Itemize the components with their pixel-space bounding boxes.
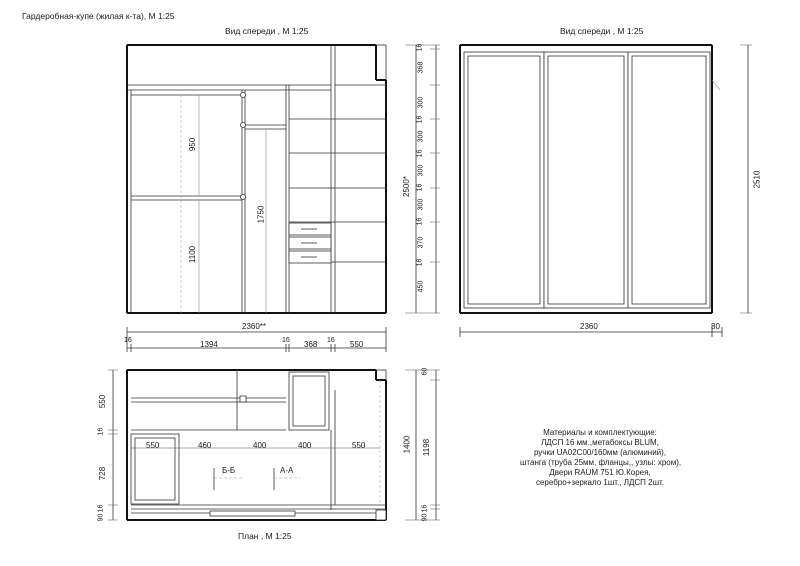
right-front-view [460, 45, 752, 337]
plan-dim-left-16b: 16 [97, 504, 105, 513]
dim-right-370: 370 [417, 236, 425, 249]
dim-bottom-1394: 1394 [200, 340, 218, 349]
dim-right-total-height: 2510 [752, 170, 762, 189]
plan-dim-left-90: 90 [97, 513, 105, 522]
dim-total-width: 2360** [242, 322, 267, 331]
dim-total-height-left: 2500* [401, 176, 411, 197]
dim-bottom-16a: 16 [124, 337, 132, 344]
dim-right-total-width: 2360 [580, 322, 598, 331]
dim-right-300a: 300 [417, 96, 425, 109]
dim-right-450: 450 [417, 280, 425, 293]
dim-bottom-16c: 16 [327, 337, 335, 344]
plan-dim-right-90: 90 [421, 513, 429, 522]
plan-dim-right-1198: 1198 [422, 438, 432, 457]
dim-right-16e: 16 [416, 217, 424, 226]
plan-dim-left-16: 16 [97, 427, 105, 436]
plan-dim-left-550: 550 [98, 394, 108, 409]
dim-right-368: 368 [417, 61, 425, 74]
dim-right-side-80: 80 [711, 322, 720, 331]
materials-line-1: Материалы и комплектующие: [543, 428, 657, 437]
dim-950: 950 [188, 137, 198, 152]
dim-bottom-550: 550 [350, 340, 364, 349]
materials-line-4: штанга (труба 25мм, фланцы,, узлы: хром), [520, 458, 682, 467]
plan-dim-right-1400: 1400 [402, 435, 412, 454]
plan-view-title: План , М 1:25 [238, 531, 292, 541]
plan-dim-left-728: 728 [98, 466, 108, 481]
materials-line-6: серебро+зеркало 1шт., ЛДСП 2шт. [535, 478, 665, 487]
dim-right-16f: 16 [416, 258, 424, 267]
dim-right-16d: 16 [416, 183, 424, 192]
left-view-title: Вид спереди , М 1:25 [225, 26, 309, 36]
dim-right-300c: 300 [417, 164, 425, 177]
plan-dim-right-16: 16 [421, 504, 429, 513]
plan-dim-right-60: 60 [421, 367, 429, 376]
dim-right-16: 16 [416, 43, 424, 52]
left-front-view [127, 45, 440, 352]
dim-1750: 1750 [256, 205, 266, 224]
dim-bottom-368: 368 [304, 340, 318, 349]
right-view-title: Вид спереди , М 1:25 [560, 26, 644, 36]
materials-note [520, 428, 680, 488]
dim-right-16c: 16 [416, 149, 424, 158]
section-mark-aa: А-А [280, 466, 294, 475]
plan-dim-top-400a: 400 [253, 441, 267, 450]
plan-dim-top-550: 550 [146, 441, 160, 450]
plan-dim-top-460: 460 [198, 441, 212, 450]
sheet-title: Гардеробная-купе (жилая к-та), М 1:25 [22, 11, 175, 21]
dim-bottom-16b: 16 [282, 337, 290, 344]
materials-line-2: ЛДСП 16 мм.,метабоксы BLUM, [541, 438, 659, 447]
dim-1100: 1100 [188, 245, 198, 264]
plan-dim-top-550b: 550 [352, 441, 366, 450]
materials-line-3: ручки UA02C00/160мм (алюминий), [533, 448, 667, 457]
section-mark-bb: Б-Б [222, 466, 236, 475]
plan-dim-top-400b: 400 [298, 441, 312, 450]
dim-right-16b: 16 [416, 115, 424, 124]
materials-line-5: Двери RAUM 751 Ю.Корея, [549, 468, 651, 477]
dim-right-300d: 300 [417, 198, 425, 211]
dim-right-300b: 300 [417, 130, 425, 143]
